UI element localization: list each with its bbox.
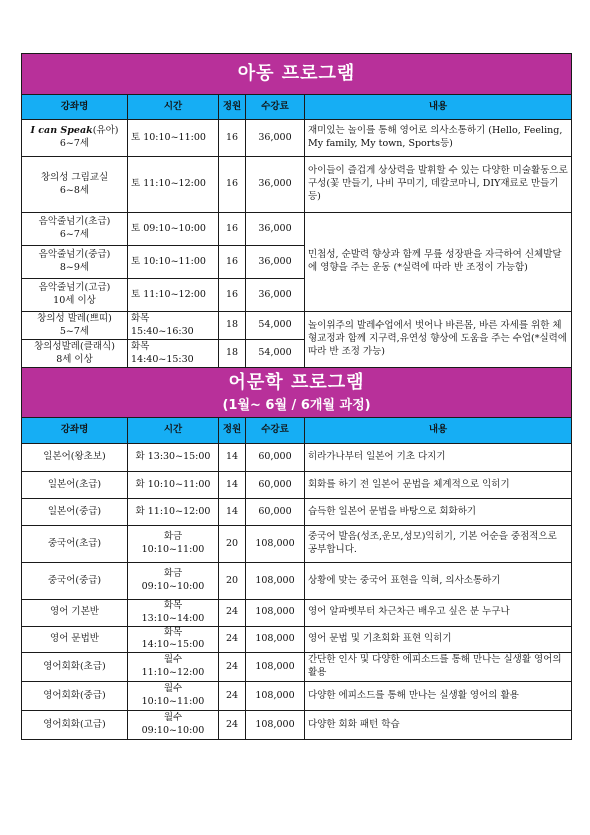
course-description: 아이들이 즐겁게 상상력을 발휘할 수 있는 다양한 미술활동으로 구성(꽃 만들기, 나비 꾸미기, 데칼코마니, DIY재료로 만들기 등) — [305, 157, 572, 213]
course-title: 중국어(초급) — [22, 526, 128, 563]
course-time: 화 11:10~12:00 — [128, 499, 219, 526]
course-title: 창의성 그림교실 — [40, 171, 109, 183]
course-fee: 108,000 — [246, 682, 305, 711]
course-name — [22, 312, 128, 340]
course-fee: 108,000 — [246, 526, 305, 563]
course-title: 일본어(초급) — [22, 472, 128, 499]
course-fee: 36,000 — [246, 279, 305, 312]
course-name — [22, 246, 128, 279]
course-fee: 108,000 — [246, 653, 305, 682]
course-title: 음악줄넘기(고급) — [38, 282, 111, 294]
course-description: 영어 알파벳부터 차근차근 배우고 싶은 분 누구나 — [305, 600, 572, 627]
course-fee: 108,000 — [246, 600, 305, 627]
col-header-capacity: 정원 — [219, 418, 246, 444]
course-description: 다양한 회화 패턴 학습 — [305, 711, 572, 740]
kids-program-table — [21, 53, 572, 368]
course-fee: 108,000 — [246, 626, 305, 653]
col-header-time: 시간 — [128, 418, 219, 444]
col-header-fee: 수강료 — [246, 95, 305, 120]
course-capacity: 24 — [219, 626, 246, 653]
course-fee: 36,000 — [246, 213, 305, 246]
course-name — [22, 157, 128, 213]
table-row — [22, 120, 572, 157]
course-title: 영어회화(고급) — [22, 711, 128, 740]
course-title: 영어회화(초급) — [22, 653, 128, 682]
course-fee: 36,000 — [246, 120, 305, 157]
course-title: 창의성 발레(쁘띠) — [37, 312, 112, 324]
course-age: 6~8세 — [59, 184, 90, 196]
course-time: 화목 13:10~14:00 — [128, 600, 219, 627]
course-description: 재미있는 놀이를 통해 영어로 의사소통하기 (Hello, Feeling, My family, My town, Sports등) — [305, 120, 572, 157]
table-row — [22, 157, 572, 213]
course-capacity: 14 — [219, 444, 246, 472]
course-capacity: 18 — [219, 340, 246, 368]
table-row — [22, 682, 572, 711]
course-capacity: 16 — [219, 213, 246, 246]
course-description: 영어 문법 및 기초회화 표현 익히기 — [305, 626, 572, 653]
table-row — [22, 600, 572, 627]
table-row — [22, 563, 572, 600]
course-name — [22, 279, 128, 312]
course-title: 음악줄넘기(초급) — [38, 216, 111, 228]
course-age: 8세 이상 — [56, 353, 93, 365]
course-fee: 108,000 — [246, 563, 305, 600]
table-row — [22, 711, 572, 740]
table-row — [22, 499, 572, 526]
course-name — [22, 213, 128, 246]
course-title: 일본어(중급) — [22, 499, 128, 526]
course-time: 화금 09:10~10:00 — [128, 563, 219, 600]
course-fee: 60,000 — [246, 444, 305, 472]
course-name — [22, 120, 128, 157]
course-time: 월수 11:10~12:00 — [128, 653, 219, 682]
col-header-content: 내용 — [305, 418, 572, 444]
language-header-row — [22, 418, 572, 444]
language-program-table — [21, 367, 572, 740]
kids-banner — [22, 54, 572, 95]
course-time: 토 10:10~11:00 — [128, 120, 219, 157]
course-time: 화목 14:10~15:00 — [128, 626, 219, 653]
table-row — [22, 472, 572, 499]
course-time: 화금 10:10~11:00 — [128, 526, 219, 563]
course-title: 영어회화(중급) — [22, 682, 128, 711]
course-capacity: 24 — [219, 653, 246, 682]
col-header-name: 강좌명 — [22, 95, 128, 120]
course-fee: 60,000 — [246, 499, 305, 526]
col-header-capacity: 정원 — [219, 95, 246, 120]
course-age: 5~7세 — [59, 325, 90, 337]
course-time: 화목 15:40~16:30 — [128, 312, 219, 340]
course-name — [22, 340, 128, 368]
kids-header-row — [22, 95, 572, 120]
course-fee: 108,000 — [246, 711, 305, 740]
col-header-fee: 수강료 — [246, 418, 305, 444]
course-description: 상황에 맞는 중국어 표현을 익혀, 의사소통하기 — [305, 563, 572, 600]
course-title: 중국어(중급) — [22, 563, 128, 600]
course-title: 영어 기본반 — [22, 600, 128, 627]
course-description: 습득한 일본어 문법을 바탕으로 회화하기 — [305, 499, 572, 526]
course-title: 일본어(왕초보) — [22, 444, 128, 472]
course-capacity: 24 — [219, 682, 246, 711]
course-time: 토 09:10~10:00 — [128, 213, 219, 246]
course-description: 회화를 하기 전 일본어 문법을 체계적으로 익히기 — [305, 472, 572, 499]
course-capacity: 14 — [219, 499, 246, 526]
language-banner — [22, 368, 572, 418]
table-row — [22, 626, 572, 653]
course-title: 창의성발레(클래식) — [34, 340, 115, 352]
col-header-content: 내용 — [305, 95, 572, 120]
course-capacity: 16 — [219, 120, 246, 157]
course-age: 6~7세 — [59, 138, 90, 149]
table-row — [22, 526, 572, 563]
table-row — [22, 653, 572, 682]
course-fee: 54,000 — [246, 312, 305, 340]
course-time: 월수 09:10~10:00 — [128, 711, 219, 740]
course-time: 화 10:10~11:00 — [128, 472, 219, 499]
course-description: 히라가나부터 일본어 기초 다지기 — [305, 444, 572, 472]
course-description: 다양한 에피소드를 통해 만나는 실생활 영어의 활용 — [305, 682, 572, 711]
course-time: 토 11:10~12:00 — [128, 157, 219, 213]
course-capacity: 16 — [219, 157, 246, 213]
course-description: 중국어 발음(성조,운모,성모)익히기, 기본 어순을 중점적으로 공부합니다. — [305, 526, 572, 563]
course-description: 간단한 인사 및 다양한 에피소드를 통해 만나는 실생활 영어의 활용 — [305, 653, 572, 682]
course-description: 민첩성, 순발력 향상과 함께 무릎 성장판을 자극하여 신체발달에 영향을 주는 운동 (*실력에 따라 반 조정이 가능함) — [305, 213, 572, 312]
table-row — [22, 312, 572, 340]
course-capacity: 24 — [219, 600, 246, 627]
course-capacity: 20 — [219, 563, 246, 600]
course-title: 영어 문법반 — [22, 626, 128, 653]
table-row — [22, 213, 572, 246]
course-time: 화목 14:40~15:30 — [128, 340, 219, 368]
course-capacity: 18 — [219, 312, 246, 340]
course-age: 8~9세 — [59, 262, 90, 273]
course-fee: 36,000 — [246, 157, 305, 213]
course-capacity: 16 — [219, 279, 246, 312]
col-header-time: 시간 — [128, 95, 219, 120]
course-time: 월수 10:10~11:00 — [128, 682, 219, 711]
course-description: 놀이위주의 발레수업에서 벗어나 바른몸, 바른 자세를 위한 체형교정과 함께 지구력,유연성 향상에 도움을 주는 수업(*실력에 따라 반 조정 가능) — [305, 312, 572, 368]
course-name-suffix: (유아) — [92, 125, 119, 137]
language-title: 어문학 프로그램 — [228, 371, 365, 393]
course-capacity: 14 — [219, 472, 246, 499]
course-time: 토 11:10~12:00 — [128, 279, 219, 312]
course-capacity: 24 — [219, 711, 246, 740]
course-fee: 60,000 — [246, 472, 305, 499]
course-age: 6~7세 — [59, 229, 90, 240]
kids-title: 아동 프로그램 — [237, 62, 356, 84]
course-capacity: 20 — [219, 526, 246, 563]
course-capacity: 16 — [219, 246, 246, 279]
language-subtitle: (1월~ 6월 / 6개월 과정) — [222, 397, 371, 413]
course-time: 화 13:30~15:00 — [128, 444, 219, 472]
col-header-name: 강좌명 — [22, 418, 128, 444]
course-name-emphasis: I can Speak — [30, 125, 93, 137]
course-age: 10세 이상 — [53, 295, 96, 306]
course-fee: 54,000 — [246, 340, 305, 368]
course-time: 토 10:10~11:00 — [128, 246, 219, 279]
course-title: 음악줄넘기(중급) — [38, 249, 111, 261]
table-row — [22, 444, 572, 472]
course-fee: 36,000 — [246, 246, 305, 279]
